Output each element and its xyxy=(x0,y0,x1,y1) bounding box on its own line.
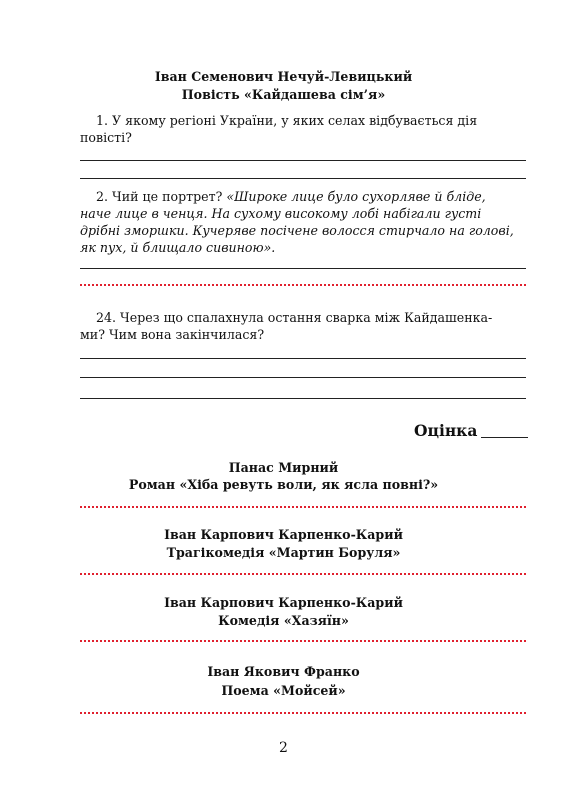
portrait-quote-part-2: наче лице в ченця. На сухому високому лобі набігали густі xyxy=(80,206,482,221)
section3-work-title: Трагікомедія «Мартин Боруля» xyxy=(166,545,401,560)
dotted-separator xyxy=(80,712,526,714)
grade-label: Оцінка xyxy=(414,421,478,440)
dotted-separator xyxy=(80,506,526,508)
grade-input-line[interactable] xyxy=(481,437,528,438)
section4-work-title: Комедія «Хазяїн» xyxy=(218,613,349,628)
section2-author: Панас Мирний xyxy=(228,460,339,475)
section3-author: Іван Карпович Карпенко-Карий xyxy=(164,527,403,542)
answer-line[interactable] xyxy=(80,178,526,179)
answer-line[interactable] xyxy=(80,398,526,399)
section5-author: Іван Якович Франко xyxy=(207,664,360,679)
portrait-quote-part-1: «Широке лице було сухорляве й бліде, xyxy=(226,189,486,204)
question-2-label: 2. Чий це портрет? xyxy=(96,189,223,204)
section5-work-title: Поема «Мойсей» xyxy=(221,683,346,698)
question-24-line-2: ми? Чим вона закінчилася? xyxy=(80,327,265,342)
answer-line[interactable] xyxy=(80,160,526,161)
question-24-line-1: 24. Через що спалахнула остання сварка між Кайдашенка- xyxy=(96,310,493,325)
dotted-separator xyxy=(80,284,526,286)
section2-work-title: Роман «Хіба ревуть воли, як ясла повні?» xyxy=(128,477,439,492)
portrait-quote-part-3: дрібні зморшки. Кучерявe посічене волосся стирчало на голові, xyxy=(80,223,514,238)
dotted-separator xyxy=(80,573,526,575)
question-2-line-1 xyxy=(96,189,486,204)
question-1-line-1: 1. У якому регіоні України, у яких селах відбувається дія xyxy=(96,113,478,128)
answer-line[interactable] xyxy=(80,358,526,359)
dotted-separator xyxy=(80,640,526,642)
answer-line[interactable] xyxy=(80,377,526,378)
section4-author: Іван Карпович Карпенко-Карий xyxy=(164,595,403,610)
portrait-quote-part-4: як пух, й блищало сивиною». xyxy=(80,240,276,255)
section1-author: Іван Семенович Нечуй-Левицький xyxy=(154,69,413,84)
answer-line[interactable] xyxy=(80,268,526,269)
question-1-line-2: повісті? xyxy=(80,130,132,145)
section1-work-title: Повість «Кайдашева сім’я» xyxy=(181,87,386,102)
page-number: 2 xyxy=(279,740,288,756)
